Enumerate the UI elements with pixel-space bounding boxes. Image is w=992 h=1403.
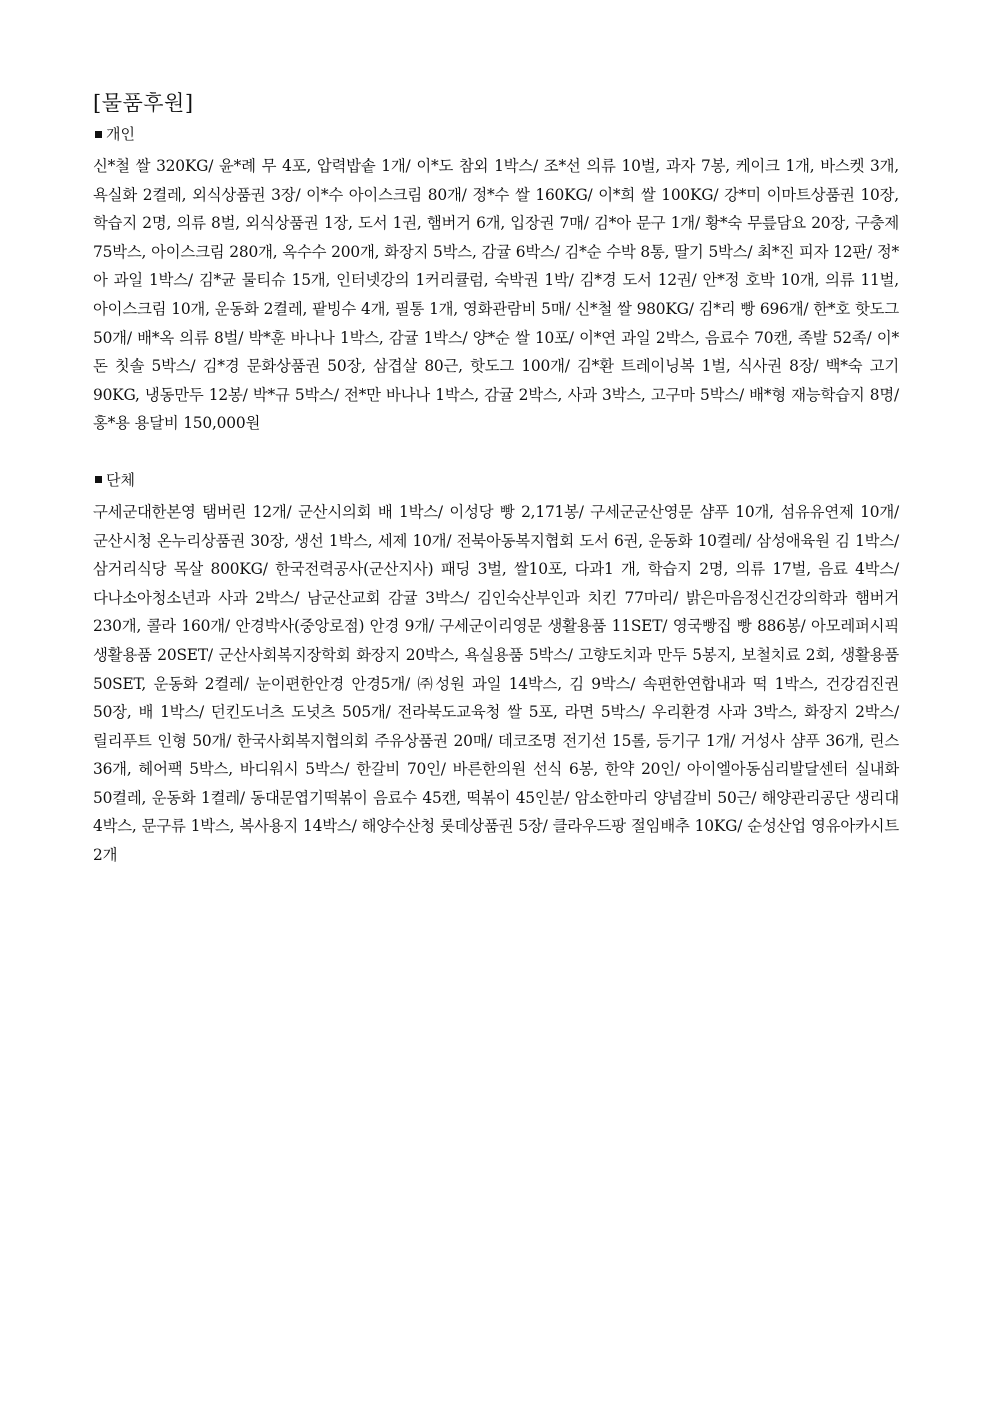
individual-donations-text: 신*철 쌀 320KG/ 윤*례 무 4포, 압력밥솥 1개/ 이*도 참외 1박스/ 조*선 의류 10벌, 과자 7봉, 케이크 1개, 바스켓 3개, 욕실화 2켤레, 외식상품권 3장/ 이*수 아이스크림 80개/ 정*수 쌀 160KG/ 이*희 쌀 100KG/ 강*미 이마트상품권 10장, 학습지 2명, 의류 8벌, 외식상품권 1장, 도서 1권, 햄버거 6개, 입장권 7매/ 김*아 문구 1개/ 황*숙 무릎담요 20장, 구충제 75박스, 아이스크림 280개, 옥수수 200개, 화장지 5박스, 감귤 6박스/ 김*순 수박 8통, 딸기 5박스/ 최*진 피자 12판/ 정*아 과일 1박스/ 김*균 물티슈 15개, 인터넷강의 1커리큘럼, 숙박권 1박/ 김*경 도서 12권/ 안*정 호박 10개, 의류 11벌, 아이스크림 10개, 운동화 2켤레, 팥빙수 4개, 필통 1개, 영화관람비 5매/ 신*철 쌀 980KG/ 김*리 빵 696개/ 한*호 핫도그 50개/ 배*옥 의류 8벌/ 박*훈 바나나 1박스, 감귤 1박스/ 양*순 쌀 10포/ 이*연 과일 2박스, 음료수 70캔, 족발 52족/ 이*돈 칫솔 5박스/ 김*경 문화상품권 50장, 삼겹살 80근, 핫도그 100개/ 김*환 트레이닝복 1벌, 식사권 8장/ 백*숙 고기 90KG, 냉동만두 12봉/ 박*규 5박스/ 전*만 바나나 1박스, 감귤 2박스, 사과 3박스, 고구마 5박스/ 배*형 재능학습지 8명/ 홍*용 용달비 150,000원: [93, 157, 899, 433]
section-heading-label: 개인: [106, 125, 135, 143]
group-donations-text: 구세군대한본영 탬버린 12개/ 군산시의회 배 1박스/ 이성당 빵 2,171봉/ 구세군군산영문 샴푸 10개, 섬유유연제 10개/ 군산시청 온누리상품권 30장, 생선 1박스, 세제 10개/ 전북아동복지협회 도서 6권, 운동화 10켤레/ 삼성애육원 김 1박스/ 삼거리식당 목살 800KG/ 한국전력공사(군산지사) 패딩 3벌, 쌀10포, 다과1 개, 학습지 2명, 의류 17벌, 음료 4박스/ 다나소아청소년과 사과 2박스/ 남군산교회 감귤 3박스/ 김인숙산부인과 치킨 77마리/ 밝은마음정신건강의학과 햄버거 230개, 콜라 160개/ 안경박사(중앙로점) 안경 9개/ 구세군이리영문 생활용품 11SET/ 영국빵집 빵 886봉/ 아모레퍼시픽 생활용품 20SET/ 군산사회복지장학회 화장지 20박스, 욕실용품 5박스/ 고향도치과 만두 5봉지, 보철치료 2회, 생활용품 50SET, 운동화 2켤레/ 눈이편한안경 안경5개/ ㈜성원 과일 14박스, 김 9박스/ 속편한연합내과 떡 1박스, 건강검진권 50장, 배 1박스/ 던킨도너츠 도넛츠 505개/ 전라북도교육청 쌀 5포, 라면 5박스/ 우리환경 사과 3박스, 화장지 2박스/ 릴리푸트 인형 50개/ 한국사회복지협의회 주유상품권 20매/ 데코조명 전기선 15롤, 등기구 1개/ 거성사 샴푸 36개, 린스 36개, 헤어팩 5박스, 바디워시 5박스/ 한갈비 70인/ 바른한의원 선식 6봉, 한약 20인/ 아이엘아동심리발달센터 실내화 50켤레, 운동화 1켤레/ 동대문엽기떡볶이 음료수 45캔, 떡볶이 45인분/ 암소한마리 양념갈비 50근/ 해양관리공단 생리대 4박스, 문구류 1박스, 복사용지 14박스/ 해양수산청 롯데상품권 5장/ 클라우드팡 절임배추 10KG/ 순성산업 영유아카시트 2개: [93, 502, 899, 865]
section-heading-label: 단체: [106, 470, 135, 489]
section-group: [93, 468, 899, 870]
page-title: [물품후원]: [93, 91, 194, 115]
square-bullet-icon: [95, 476, 102, 483]
square-bullet-icon: [95, 131, 102, 138]
section-heading-individual: [95, 122, 899, 146]
section-individual: [93, 122, 899, 438]
section-heading-group: [95, 468, 899, 492]
document-page: [93, 86, 899, 870]
